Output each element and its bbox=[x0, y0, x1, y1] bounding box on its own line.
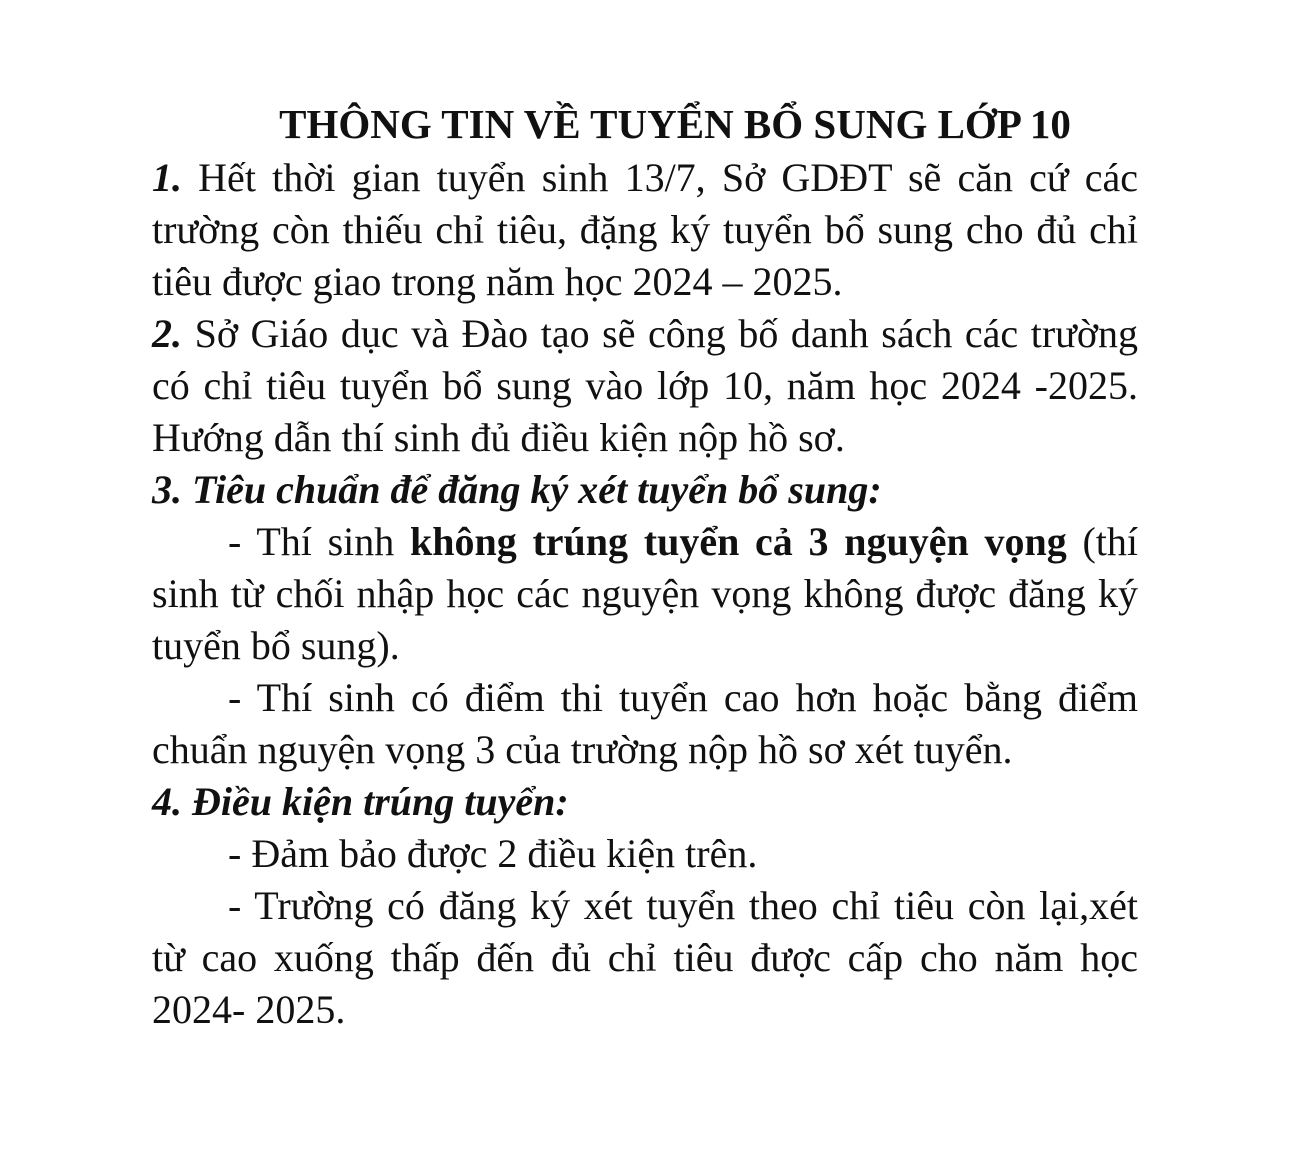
section-4-heading: 4. Điều kiện trúng tuyển: bbox=[152, 779, 569, 824]
section-2 bbox=[152, 308, 1138, 464]
document-title: THÔNG TIN VỀ TUYỂN BỔ SUNG LỚP 10 bbox=[279, 101, 1071, 147]
section-3-item-1 bbox=[152, 516, 1138, 672]
section-1 bbox=[152, 152, 1138, 308]
section-3-item-1-suffix: (thí sinh từ chối nhập học các nguyện vọng không được đăng ký tuyển bổ sung). bbox=[152, 519, 1138, 668]
section-3-item-2: - Thí sinh có điểm thi tuyển cao hơn hoặc bằng điểm chuẩn nguyện vọng 3 của trường nộp hồ sơ xét tuyển. bbox=[152, 675, 1138, 772]
section-2-text: Sở Giáo dục và Đào tạo sẽ công bố danh sách các trường có chỉ tiêu tuyển bổ sung vào lớp 10, năm học 2024 -2025. Hướng dẫn thí sinh đủ điều kiện nộp hồ sơ. bbox=[152, 311, 1138, 460]
section-4-item-2: - Trường có đăng ký xét tuyển theo chỉ tiêu còn lại,xét từ cao xuống thấp đến đủ chỉ tiêu được cấp cho năm học 2024- 2025. bbox=[152, 883, 1138, 1032]
section-1-number: 1. bbox=[152, 155, 182, 200]
section-3-item-1-emphasis: không trúng tuyển cả 3 nguyện vọng bbox=[410, 519, 1067, 564]
section-2-number: 2. bbox=[152, 311, 182, 356]
section-3-heading: 3. Tiêu chuẩn để đăng ký xét tuyển bổ sung: bbox=[152, 467, 882, 512]
section-4-item-1: - Đảm bảo được 2 điều kiện trên. bbox=[228, 831, 758, 876]
section-1-text: Hết thời gian tuyển sinh 13/7, Sở GDĐT sẽ căn cứ các trường còn thiếu chỉ tiêu, đặng ký tuyển bổ sung cho đủ chỉ tiêu được giao trong năm học 2024 – 2025. bbox=[152, 155, 1139, 304]
section-3-item-1-prefix: - Thí sinh bbox=[228, 519, 410, 564]
document bbox=[152, 96, 1138, 1036]
